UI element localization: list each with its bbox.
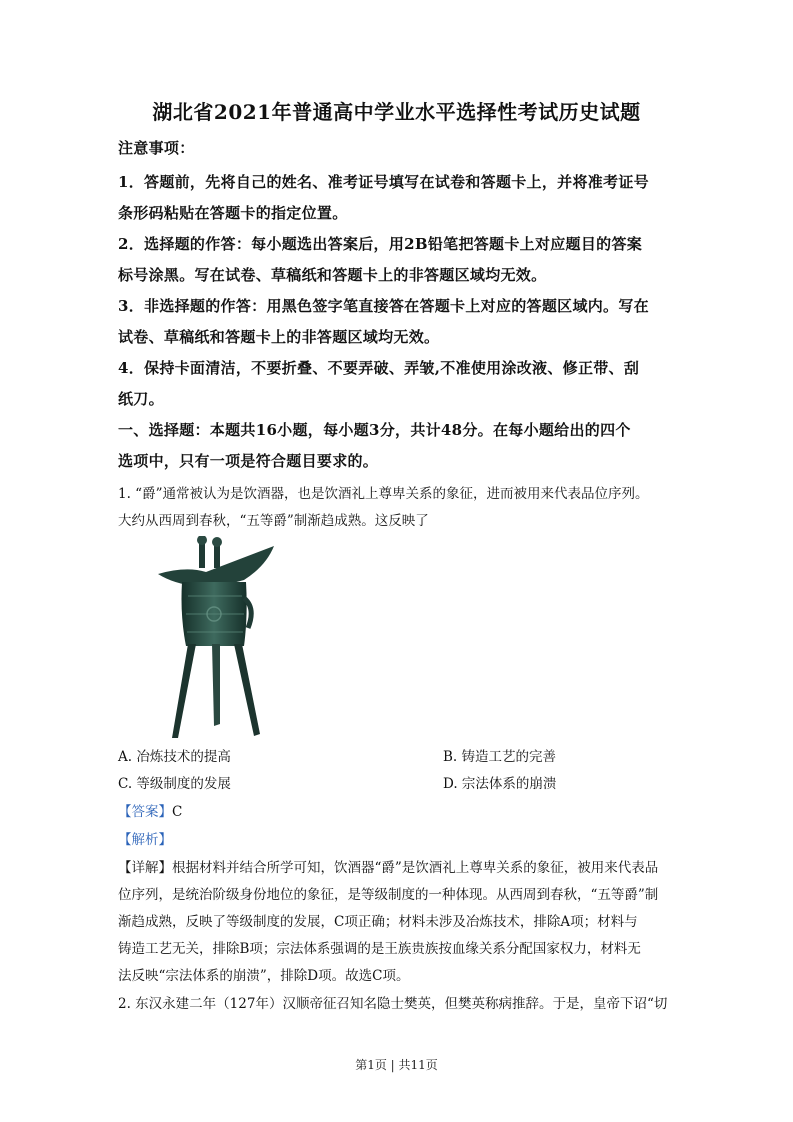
- notice-line: 4．保持卡面清洁，不要折叠、不要弄破、弄皱,不准使用涂改液、修正带、刮: [118, 359, 640, 377]
- detail-line: 法反映“宗法体系的崩溃”，排除D项。故选C项。: [118, 968, 410, 984]
- detail-line: 渐趋成熟，反映了等级制度的发展，C项正确；材料未涉及冶炼技术，排除A项；材料与: [118, 914, 638, 930]
- question-1-stem: 大约从西周到春秋，“五等爵”制渐趋成熟。这反映了: [118, 513, 429, 529]
- option-c: C. 等级制度的发展: [118, 776, 231, 792]
- notice-line: 纸刀。: [118, 390, 164, 408]
- answer-value: C: [172, 804, 183, 820]
- question-2-stem: 2. 东汉永建二年（127年）汉顺帝征召知名隐士樊英，但樊英称病推辞。于是，皇帝下诏“切: [118, 996, 668, 1012]
- detail-row: [118, 856, 678, 876]
- analysis-label: 【解析】: [118, 832, 172, 848]
- notice-line: 条形码粘贴在答题卡的指定位置。: [118, 204, 348, 222]
- notice-heading: 注意事项：: [118, 139, 195, 157]
- page-footer: 第1页 | 共11页: [355, 1058, 438, 1072]
- section-heading-cont: 选项中，只有一项是符合题目要求的。: [118, 452, 379, 470]
- notice-line: 试卷、草稿纸和答题卡上的非答题区域均无效。: [118, 328, 440, 346]
- notice-line: 标号涂黑。写在试卷、草稿纸和答题卡上的非答题区域均无效。: [118, 266, 547, 284]
- analysis-row: [118, 828, 678, 848]
- detail-label: 【详解】: [118, 860, 172, 876]
- detail-line: 位序列，是统治阶级身份地位的象征，是等级制度的一种体现。从西周到春秋，“五等爵”制: [118, 887, 659, 903]
- notice-line: 3．非选择题的作答：用黑色签字笔直接答在答题卡上对应的答题区域内。写在: [118, 297, 649, 315]
- page-title: 湖北省2021年普通高中学业水平选择性考试历史试题: [152, 100, 641, 124]
- section-heading: 一、选择题：本题共16小题，每小题3分，共计48分。在每小题给出的四个: [118, 421, 631, 439]
- question-1-stem: 1. “爵”通常被认为是饮酒器，也是饮酒礼上尊卑关系的象征，进而被用来代表品位序列。: [118, 486, 649, 502]
- notice-line: 1．答题前，先将自己的姓名、准考证号填写在试卷和答题卡上，并将准考证号: [118, 173, 649, 191]
- answer-row: [118, 800, 678, 820]
- bronze-jue-vessel-icon: [156, 536, 276, 741]
- detail-line: 根据材料并结合所学可知，饮酒器“爵”是饮酒礼上尊卑关系的象征，被用来代表品: [172, 860, 659, 876]
- detail-line: 铸造工艺无关，排除B项；宗法体系强调的是王族贵族按血缘关系分配国家权力，材料无: [118, 941, 641, 957]
- answer-label: 【答案】: [118, 804, 172, 820]
- notice-line: 2．选择题的作答：每小题选出答案后，用2B铅笔把答题卡上对应题目的答案: [118, 235, 643, 253]
- option-b: B. 铸造工艺的完善: [443, 749, 557, 765]
- option-a: A. 冶炼技术的提高: [118, 749, 231, 765]
- option-d: D. 宗法体系的崩溃: [443, 776, 557, 792]
